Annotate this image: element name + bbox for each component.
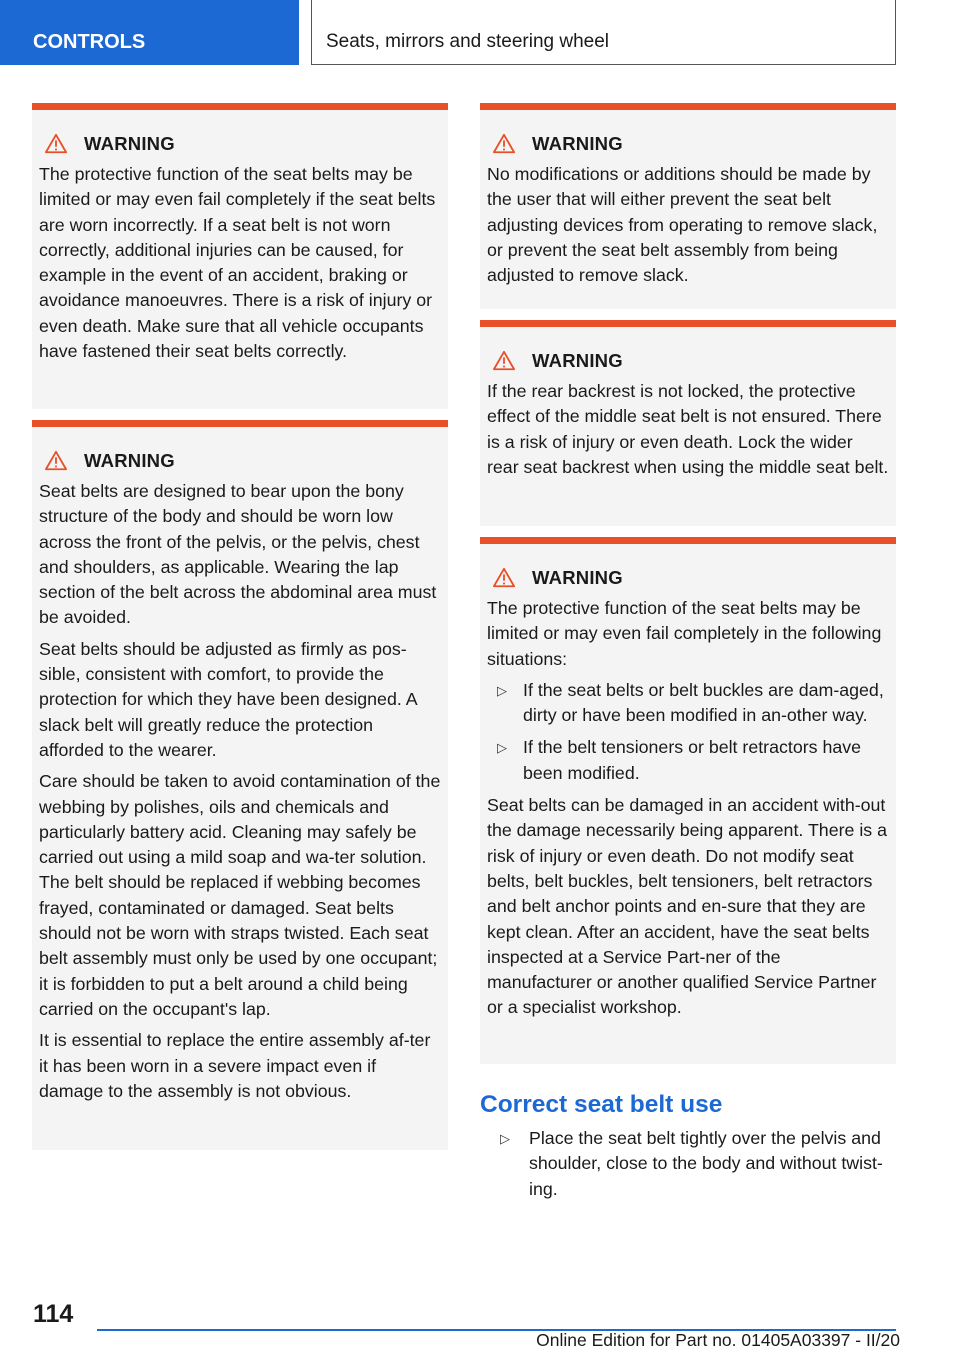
warning-triangle-icon [493, 350, 515, 372]
triangle-bullet-icon: ▷ [497, 682, 507, 698]
header-section-tab: CONTROLS [0, 0, 299, 65]
warning-title: WARNING [532, 133, 623, 155]
warning-text: Seat belts are designed to bear upon the bony structure of the body and should be worn low across the front of the pelvis, or the pelvis, chest and shoulders, as applicable. Wearing the lap section of the belt across the abdominal area must be avoided. [39, 481, 437, 628]
warning-text: Seat belts should be adjusted as firmly as pos-sible, consistent with comfort, to provide the protection for which they have been designed. A slack belt will greatly reduce the protection afforded to the wearer. [39, 638, 417, 760]
header-chapter-title: Seats, mirrors and steering wheel [311, 0, 896, 65]
warning-text: No modifications or additions should be made by the user that will either prevent the seat belt adjusting devices from operating to remove slack, or prevent the seat belt assembly from being adjusted to remove slack. [487, 164, 878, 286]
warning-header [487, 130, 889, 158]
list-item [487, 735, 889, 786]
warning-text: If the rear backrest is not locked, the protective effect of the middle seat belt is not ensured. There is a risk of injury or even death. Lock the wider rear seat backrest when using the middle seat belt. [487, 381, 889, 477]
warning-title: WARNING [84, 450, 175, 472]
list-item-text: If the belt tensioners or belt retractors have been modified. [523, 737, 862, 783]
warning-triangle-icon [493, 567, 515, 589]
list-item [487, 678, 889, 729]
warning-text: Seat belts can be damaged in an accident with-out the damage necessarily being apparent. There is a risk of injury or even death. Do not modify seat belts, belt buckles, belt tensioners, belt retractors and belt anchor points and en-sure that they are kept clean. After an accident, have the seat belts inspected at a Service Part-ner of the manufacturer or another qualified Service Partner or a specialist workshop. [487, 795, 887, 1018]
warning-header [39, 447, 441, 475]
list-item-text: Place the seat belt tightly over the pelvis and shoulder, close to the body and without twist-ing. [529, 1128, 883, 1199]
warning-box-4 [480, 320, 896, 526]
section-heading: Correct seat belt use [480, 1091, 723, 1118]
warning-header [39, 130, 441, 158]
warning-triangle-icon [493, 133, 515, 155]
warning-header [487, 347, 889, 375]
warning-title: WARNING [84, 133, 175, 155]
warning-text: It is essential to replace the entire assembly af-ter it has been worn in a severe impact even if damage to the assembly is not obvious. [39, 1030, 431, 1101]
triangle-bullet-icon: ▷ [500, 1131, 510, 1146]
section-list [480, 1126, 900, 1209]
warning-triangle-icon [45, 450, 67, 472]
warning-text: Care should be taken to avoid contamination of the webbing by polishes, oils and chemicals and particularly battery acid. Cleaning may safely be carried out using a mild soap and wa-ter solution. The belt should be replaced if webbing becomes frayed, contaminated or damaged. Seat belts should not be worn with straps twisted. Each seat belt assembly must only be used by one occupant; it is forbidden to put a belt around a child being carried on the occupant's lap. [39, 771, 441, 1019]
warning-header [487, 564, 889, 592]
warning-box-3 [480, 103, 896, 309]
warning-text: The protective function of the seat belts may be limited or may even fail completely in the following situations: [487, 598, 882, 669]
warning-text: The protective function of the seat belts may be limited or may even fail completely if the seat belts are worn incorrectly. If a seat belt is not worn correctly, additional injuries can be caused, for example in the event of an accident, braking or avoidance manoeuvres. There is a risk of injury or even death. Make sure that all vehicle occupants have fastened their seat belts correctly. [39, 164, 436, 362]
warning-title: WARNING [532, 350, 623, 372]
footer-edition: Online Edition for Part no. 01405A03397 - II/20 [536, 1330, 900, 1350]
page-number: 114 [33, 1300, 74, 1328]
list-item [480, 1126, 900, 1202]
warning-box-2 [32, 420, 448, 1150]
warning-triangle-icon [45, 133, 67, 155]
list-item-text: If the seat belts or belt buckles are dam-aged, dirty or have been modified in an-other way. [523, 679, 884, 726]
triangle-bullet-icon: ▷ [497, 740, 507, 756]
warning-title: WARNING [532, 567, 623, 589]
warning-box-5 [480, 537, 896, 1064]
warning-box-1 [32, 103, 448, 409]
